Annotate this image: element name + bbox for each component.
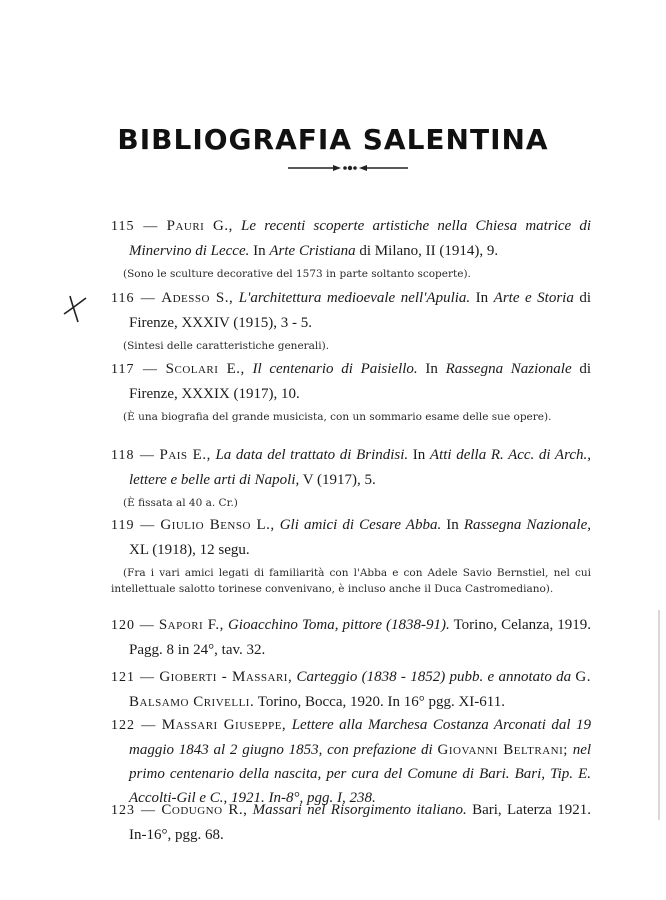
entry-citation [111, 443, 591, 492]
entry-author: Pais E., [159, 447, 211, 463]
entry-pre: In [475, 290, 489, 306]
bibliography-entry-122 [111, 713, 591, 810]
entry-publication-details: Torino, Celanza, 1919. Pagg. 8 in 24°, tav. 32. [129, 617, 591, 658]
entry-number: 119 — [111, 518, 156, 533]
handwritten-cross-mark [60, 292, 90, 324]
entry-publication-details: Bari, Laterza 1921. In-16°, pgg. 68. [129, 802, 592, 843]
entry-pre: In [253, 243, 266, 259]
entry-note: (È fissata al 40 a. Cr.) [123, 497, 238, 509]
entry-work-title: Il centenario di Paisiello. [252, 361, 418, 377]
entry-pre: In [446, 517, 459, 533]
bibliography-entry-118 [111, 443, 591, 511]
page-edge-shadow [658, 610, 660, 820]
entry-author: Sapori F., [158, 617, 224, 633]
entry-work-title: Massari nel Risorgimento italiano. [252, 802, 467, 818]
entry-author: Codugno R., [161, 802, 248, 818]
entry-journal: Arte Cristiana [269, 243, 356, 259]
entry-editor: G. Balsamo Crivelli. [129, 669, 592, 710]
bibliography-entry-123 [111, 798, 591, 847]
entry-note: (Fra i vari amici legati di familiarità con l'Abba e con Adele Savio Bernstiel, nel cui intellettuale salotto torinese convenivano, è incluso anche il Duca Castromediano). [111, 567, 591, 595]
entry-journal: Rassegna Nazionale [445, 361, 572, 377]
entry-note: (Sono le sculture decorative del 1573 in parte soltanto scoperte). [123, 268, 471, 280]
entry-author: Gioberti - Massari, [159, 669, 293, 685]
entry-publication-details: di Milano, II (1914), 9. [359, 243, 499, 259]
entry-number: 121 — [111, 670, 156, 685]
entry-work-title: Le recenti scoperte artistiche nella Chiesa matrice di Minervino di Lecce. [129, 218, 592, 259]
entry-citation [111, 513, 591, 562]
entry-author: Adesso S., [161, 290, 234, 306]
entry-author: Pauri G., [166, 218, 233, 234]
entry-citation [111, 798, 591, 847]
bibliography-entry-121 [111, 665, 591, 714]
entry-publication-details: V (1917), 5. [302, 472, 376, 488]
entry-journal: Atti della R. Acc. di Arch., lettere e belle arti di Napoli, [129, 447, 592, 488]
entry-citation [111, 665, 591, 714]
entry-journal: Rassegna Nazionale, [463, 517, 591, 533]
entry-author: Scolari E., [165, 361, 245, 377]
entry-work-title: L'architettura medioevale nell'Apulia. [238, 290, 471, 306]
entry-number: 123 — [111, 803, 157, 818]
entry-pre: In [425, 361, 438, 377]
entry-work-title: La data del trattato di Brindisi. [215, 447, 409, 463]
entry-note: (Sintesi delle caratteristiche generali). [123, 340, 330, 352]
entry-number: 116 — [111, 291, 156, 306]
entry-pre: In [412, 447, 426, 463]
entry-note: (È una biografia del grande musicista, con un sommario esame delle sue opere). [123, 411, 552, 423]
entry-work-title: Gioacchino Toma, pittore (1838-91). [227, 617, 450, 633]
page-title: BIBLIOGRAFIA SALENTINA [117, 123, 549, 156]
bibliography-entry-115 [111, 214, 591, 282]
title-ornament [283, 163, 413, 173]
entry-publication-details: XL (1918), 12 segu. [129, 542, 250, 558]
entry-publication-details: di Firenze, XXXIX (1917), 10. [129, 361, 591, 402]
entry-citation [111, 357, 591, 406]
entry-editor: Giovanni Beltrani; [437, 742, 568, 758]
entry-number: 120 — [111, 618, 155, 633]
entry-work-title: Lettere alla Marchesa Costanza Arconati dal 19 maggio 1843 al 2 giugno 1853, con prefazione di [129, 717, 592, 758]
entry-author: Massari Giuseppe, [161, 717, 287, 733]
entry-citation [111, 613, 591, 662]
entry-number: 118 — [111, 448, 155, 463]
entry-work-title: Gli amici di Cesare Abba. [279, 517, 442, 533]
bibliography-entry-117 [111, 357, 591, 425]
entry-publication-details: nel primo centenario della nascita, per cura del Comune di Bari. Bari, Tip. E. Accolti-Gil e C., 1921. In-8°, pgg. I, 238. [129, 742, 592, 806]
entry-publication-details: di Firenze, XXXIV (1915), 3 - 5. [129, 290, 591, 331]
entry-number: 122 — [111, 718, 157, 733]
entry-number: 117 — [111, 362, 158, 377]
bibliography-entry-119 [111, 513, 591, 597]
entry-author: Giulio Benso L., [160, 517, 275, 533]
entry-work-title: Carteggio (1838 - 1852) pubb. e annotato da [296, 669, 572, 685]
bibliography-entry-116 [111, 286, 591, 354]
entry-publication-details: Torino, Bocca, 1920. In 16° pgg. XI-611. [257, 694, 505, 710]
entry-number: 115 — [111, 219, 159, 234]
entry-journal: Arte e Storia [493, 290, 574, 306]
entry-citation [111, 214, 591, 263]
bibliography-entry-120 [111, 613, 591, 662]
entry-citation [111, 713, 591, 810]
entry-citation [111, 286, 591, 335]
